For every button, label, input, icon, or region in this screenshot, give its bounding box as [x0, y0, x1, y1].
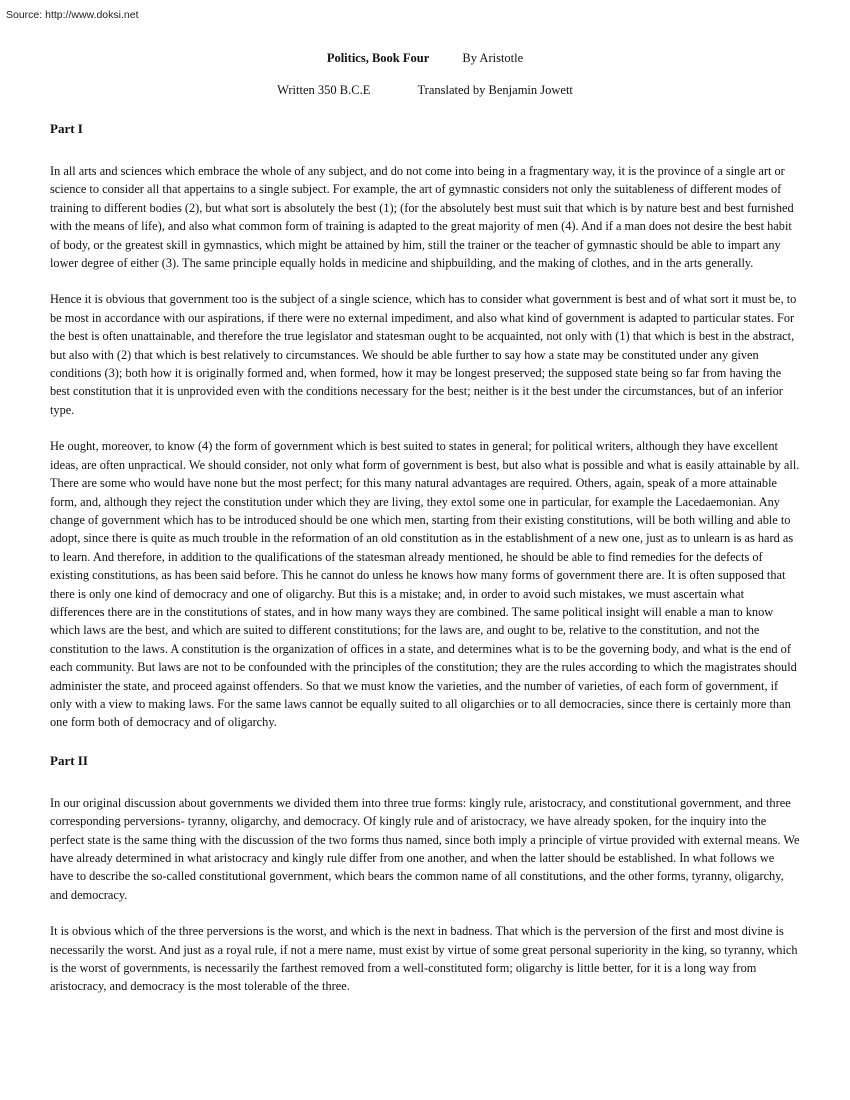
part-1-section: [50, 118, 800, 732]
source-note: Source: http://www.doksi.net: [6, 9, 139, 21]
document-title-line: [0, 51, 850, 66]
part-2-paragraph-2: It is obvious which of the three perversions is the worst, and which is the next in badness. That which is the perversion of the first and most divine is necessarily the worst. And just as a royal rule, if not a mere name, must exist by virtue of some great personal superiority in the king, so tyranny, which is the worst of governments, is necessarily the farthest removed from a well-constituted form; oligarchy is little better, for it is a long way from aristocracy, and democracy is the most tolerable of the three.: [50, 924, 798, 994]
part-2-section: [50, 750, 800, 996]
written-date: Written 350 B.C.E: [277, 83, 371, 97]
part-1-paragraph-2: Hence it is obvious that government too is the subject of a single science, which has to consider what government is best and of what sort it must be, to be most in accordance with our aspirations, if there were no external impediment, and also what kind of government is adapted to particular states. For the best is often unattainable, and therefore the true legislator and statesman ought to be acquainted, not only with (1) that which is best in the abstract, but also with (2) that which is best relatively to circumstances. We should be able further to say how a state may be constituted under any given conditions (3); both how it is originally formed and, when formed, how it may be longest preserved; the supposed state being so far from having the best constitution that it is unprovided even with the conditions necessary for the best; neither is it the best under the circumstances, but of an inferior type.: [50, 292, 797, 417]
document-body: [50, 118, 800, 1014]
document-subtitle-line: [0, 83, 850, 98]
part-2-paragraph-1: In our original discussion about governments we divided them into three true forms: kingly rule, aristocracy, and constitutional government, and three corresponding perversions- tyranny, oligarchy, and democracy. Of kingly rule and of aristocracy, we have already spoken, for the inquiry into the perfect state is the same thing with the discussion of the two forms thus named, since both imply a principle of virtue provided with external means. We have already determined in what aristocracy and kingly rule differ from one another, and when the latter should be established. In what follows we have to describe the so-called constitutional government, which bears the common name of all constitutions, and the other forms, tyranny, oligarchy, and democracy.: [50, 795, 800, 902]
document-title: Politics, Book Four: [326, 51, 430, 65]
part-2-heading: Part II: [50, 752, 88, 768]
part-1-paragraph-3: He ought, moreover, to know (4) the form of government which is best suited to states in general; for political writers, although they have excellent ideas, are often unpractical. We should consider, not only what form of government is best, but also what is possible and what is easily attainable by all. There are some who would have none but the most perfect; for this many natural advantages are required. Others, again, speak of a more attainable form, and, although they reject the constitution under which they are living, they extol some one in particular, for example the Lacedaemonian. Any change of government which has to be introduced should be one which men, starting from their existing constitutions, will be both willing and able to adopt, since there is quite as much trouble in the reformation of an old constitution as in the establishment of a new one, just as to unlearn is as hard as to learn. And therefore, in addition to the qualifications of the statesman already mentioned, he should be able to find remedies for the defects of existing constitutions, as has been said before. This he cannot do unless he knows how many forms of government there are. It is often supposed that there is only one kind of democracy and one of oligarchy. But this is a mistake; and, in order to avoid such mistakes, we must ascertain what differences there are in the constitutions of states, and in how many ways they are combined. The same political insight will enable a man to know which laws are the best, and which are suited to different constitutions; for the laws are, and ought to be, relative to the constitution, and not the constitution to the laws. A constitution is the organization of offices in a state, and determines what is to be the governing body, and what is the end of each community. But laws are not to be confounded with the principles of the constitution; they are the rules according to which the magistrates should administer the state, and proceed against offenders. So that we must know the varieties, and the number of varieties, of each form of government, if only with a view to making laws. For the same laws cannot be equally suited to all oligarchies or to all democracies, since there is certainly more than one form both of democracy and of oligarchy.: [50, 439, 800, 730]
document-author: By Aristotle: [462, 51, 524, 65]
translator-credit: Translated by Benjamin Jowett: [417, 83, 573, 97]
part-1-paragraph-1: In all arts and sciences which embrace the whole of any subject, and do not come into being in a fragmentary way, it is the province of a single art or science to consider all that appertains to a single subject. For example, the art of gymnastic considers not only the suitableness of different modes of training to different bodies (2), but what sort is absolutely the best (1); (for the absolutely best must suit that which is by nature best and best furnished with the means of life), and also what common form of training is adapted to the great majority of men (4). And if a man does not desire the best habit of body, or the greatest skill in gymnastics, which might be attained by him, still the trainer or the teacher of gymnastic should be able to impart any lower degree of either (3). The same principle equally holds in medicine and shipbuilding, and the making of clothes, and in the arts generally.: [50, 164, 794, 271]
part-1-heading: Part I: [50, 121, 83, 136]
